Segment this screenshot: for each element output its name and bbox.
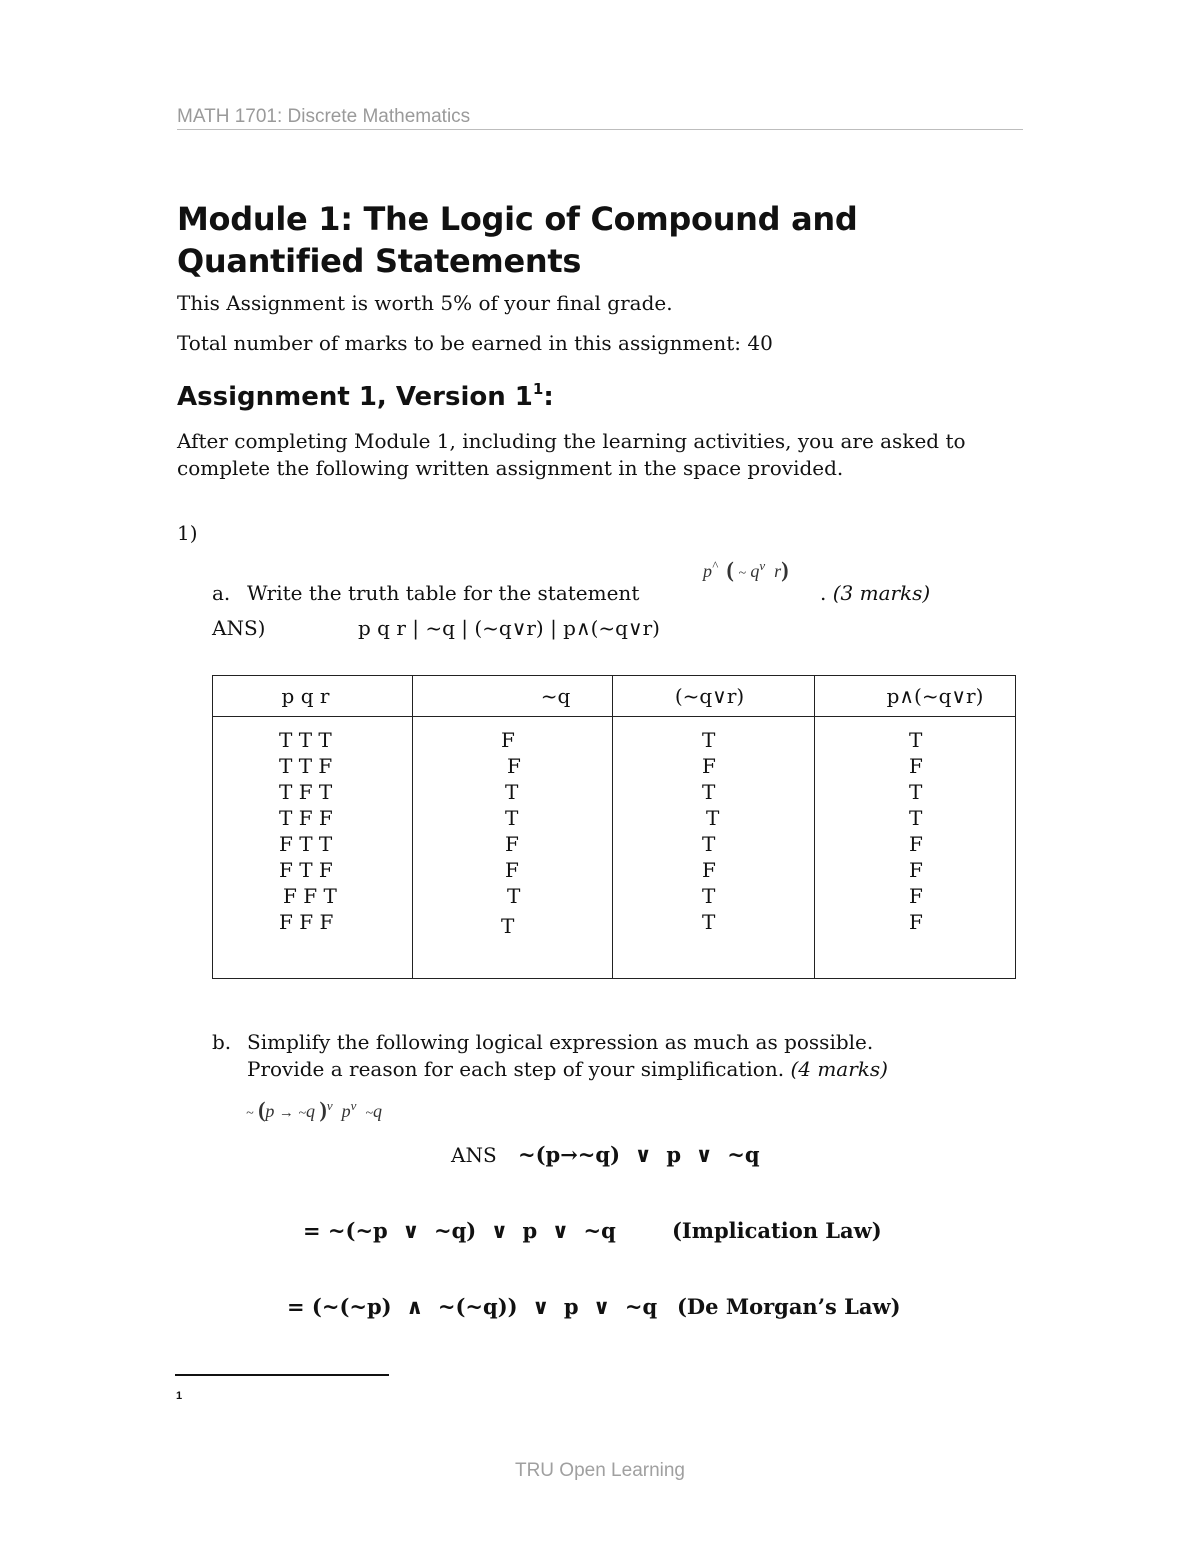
part-a-text: Write the truth table for the statement: [247, 581, 640, 605]
assignment-title: Assignment 1, Version 1: [177, 382, 533, 412]
table-cell: F: [909, 858, 923, 882]
assignment-heading: [177, 382, 554, 412]
table-cell: F F F: [279, 910, 334, 934]
table-cell: F T T: [279, 832, 333, 856]
footnote-mark: 1: [176, 1390, 183, 1402]
table-cell: T: [505, 780, 519, 804]
table-cell: F: [909, 884, 923, 908]
part-b-ans-label: ANS: [451, 1143, 497, 1167]
column-result: [815, 717, 1015, 935]
part-b-text-2: Provide a reason for each step of your simplification. (4 marks): [247, 1057, 888, 1081]
table-cell: F: [507, 754, 521, 778]
table-cell: F F T: [283, 884, 337, 908]
table-cell: T T T: [279, 728, 332, 752]
column-pqr: [213, 717, 412, 935]
truth-table-body-row: [213, 717, 1016, 979]
header-notq: ~q: [540, 684, 571, 708]
part-a-label: a.: [212, 581, 231, 605]
table-cell: T F T: [279, 780, 333, 804]
assignment-colon: :: [543, 382, 554, 412]
part-b-text-1: Simplify the following logical expression as much as possible.: [247, 1030, 874, 1054]
column-notq-or-r: [613, 717, 814, 935]
table-cell: T: [702, 884, 716, 908]
table-cell: T: [909, 728, 923, 752]
page-footer: TRU Open Learning: [514, 1460, 686, 1481]
part-a-ans-label: ANS): [212, 616, 266, 640]
table-cell: T F F: [279, 806, 333, 830]
instructions-text: After completing Module 1, including the learning activities, you are asked to complete the following written assignment in the space provided.: [177, 429, 966, 480]
step-1-expr: = ~(~p ∨ ~q) ∨ p ∨ ~q: [303, 1218, 616, 1243]
part-a-ans-text: p q r | ~q | (~q∨r) | p∧(~q∨r): [358, 616, 660, 640]
truth-table-header-row: [213, 676, 1016, 717]
worth-text: This Assignment is worth 5% of your final grade.: [177, 291, 673, 315]
table-cell: T: [702, 780, 716, 804]
step-2-reason: (De Morgan’s Law): [677, 1294, 901, 1319]
table-cell: T: [702, 832, 716, 856]
table-cell: F: [505, 858, 519, 882]
course-header: MATH 1701: Discrete Mathematics: [177, 106, 471, 127]
header-notq-or-r: (~q∨r): [674, 684, 745, 708]
statement-formula-a: p^ ( ~ $q^v$ r): [703, 557, 789, 582]
module-title: Module 1: The Logic of Compound and Quantified Statements: [177, 200, 858, 280]
expression-formula-b: ~ (p → ~q )$^v$ $p^v$ ~q: [246, 1097, 382, 1122]
table-cell: F T F: [279, 858, 333, 882]
step-1-reason: (Implication Law): [672, 1218, 882, 1243]
table-cell: T: [505, 806, 519, 830]
table-cell: F: [702, 754, 716, 778]
table-cell: F: [909, 832, 923, 856]
table-cell: F: [501, 728, 515, 752]
total-marks-text: Total number of marks to be earned in this assignment: 40: [177, 331, 773, 355]
table-cell: T: [702, 910, 716, 934]
table-cell: T: [507, 884, 521, 908]
table-cell: F: [909, 754, 923, 778]
table-cell: T: [909, 806, 923, 830]
question-number: 1): [177, 521, 198, 545]
table-cell: F: [702, 858, 716, 882]
table-cell: T: [706, 806, 720, 830]
header-pqr: p q r: [281, 684, 330, 708]
table-cell: T: [501, 914, 515, 938]
part-a-marks: . (3 marks): [820, 581, 931, 605]
part-b-label: b.: [212, 1030, 232, 1054]
footnote-divider: [175, 1374, 389, 1376]
table-cell: T T F: [279, 754, 333, 778]
table-cell: T: [702, 728, 716, 752]
footnote-ref: 1: [532, 380, 544, 398]
header-result: p∧(~q∨r): [886, 684, 984, 708]
table-cell: F: [505, 832, 519, 856]
table-cell: T: [909, 780, 923, 804]
part-b-ans-expr: ~(p→~q) ∨ p ∨ ~q: [518, 1142, 760, 1167]
table-cell: F: [909, 910, 923, 934]
header-divider: [177, 129, 1023, 130]
column-notq: [413, 717, 612, 939]
truth-table: [212, 675, 1016, 979]
step-2-expr: = (~(~p) ∧ ~(~q)) ∨ p ∨ ~q: [287, 1294, 658, 1319]
